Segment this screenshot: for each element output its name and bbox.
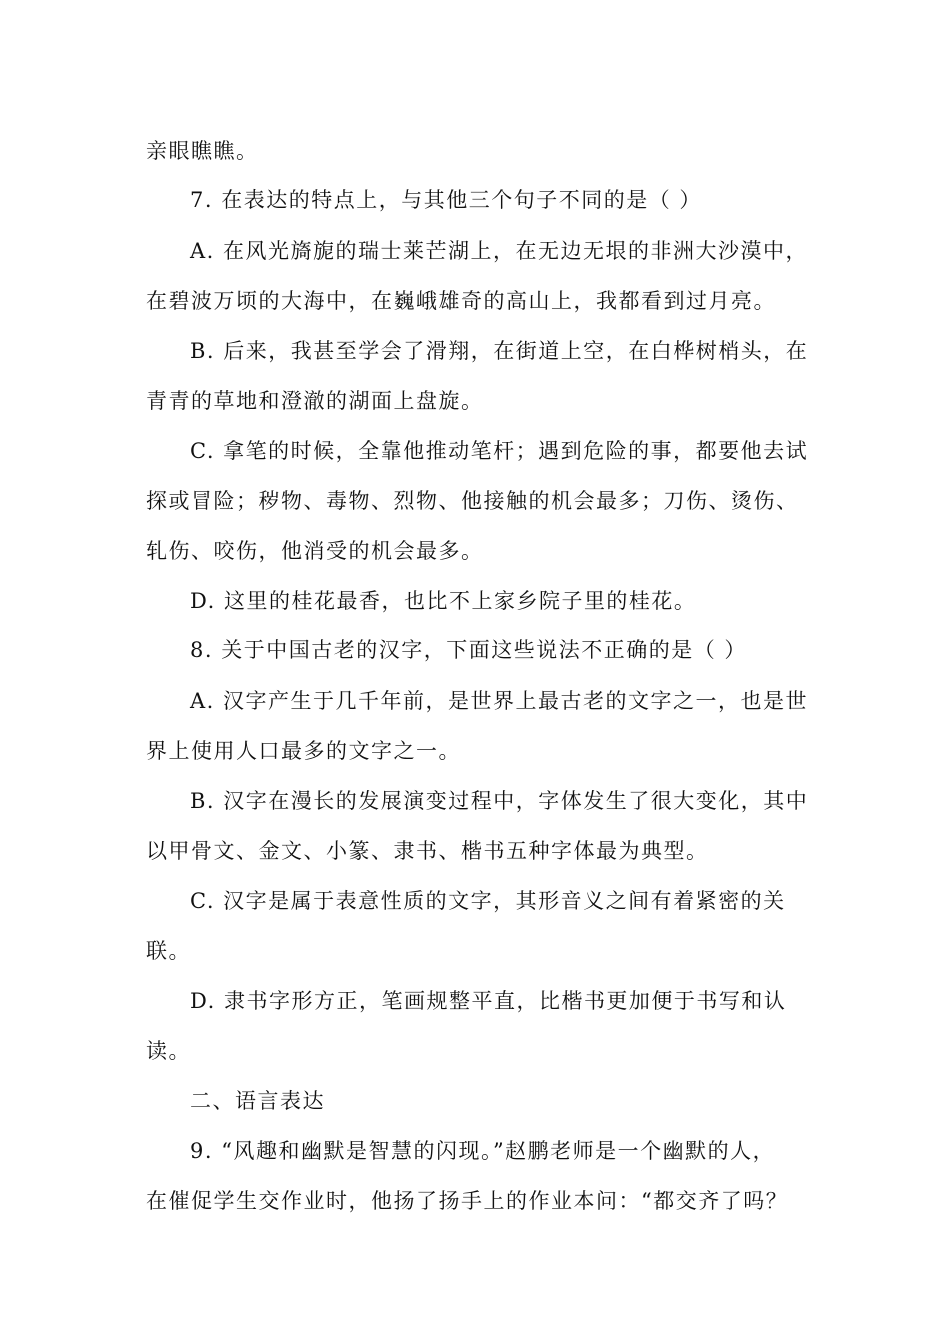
text-line: 亲眼瞧瞧。 xyxy=(146,139,259,163)
question-7-option-a: A. 在风光旖旎的瑞士莱芒湖上，在无边无垠的非洲大沙漠中， xyxy=(190,239,809,263)
question-7-option-c: C. 拿笔的时候，全靠他推动笔杆；遇到危险的事，都要他去试 xyxy=(190,439,809,463)
text-line: 以甲骨文、金文、小篆、隶书、楷书五种字体最为典型。 xyxy=(146,839,709,863)
question-8-option-d: D. 隶书字形方正，笔画规整平直，比楷书更加便于书写和认 xyxy=(190,989,787,1013)
question-8-stem: 8. 关于中国古老的汉字，下面这些说法不正确的是（ ） xyxy=(190,638,747,662)
text-line: 在碧波万顷的大海中，在巍峨雄奇的高山上，我都看到过月亮。 xyxy=(146,289,776,313)
question-7-option-d: D. 这里的桂花最香，也比不上家乡院子里的桂花。 xyxy=(190,589,697,613)
section-heading: 二、语言表达 xyxy=(190,1089,325,1113)
question-8-option-c: C. 汉字是属于表意性质的文字，其形音义之间有着紧密的关 xyxy=(190,889,786,913)
question-8-option-b: B. 汉字在漫长的发展演变过程中，字体发生了很大变化，其中 xyxy=(190,789,809,813)
text-line: 读。 xyxy=(146,1039,191,1063)
text-line: 界上使用人口最多的文字之一。 xyxy=(146,739,461,763)
question-9-stem: 9. “风趣和幽默是智慧的闪现。”赵鹏老师是一个幽默的人， xyxy=(190,1139,776,1163)
text-line: 联。 xyxy=(146,939,191,963)
question-8-option-a: A. 汉字产生于几千年前，是世界上最古老的文字之一，也是世 xyxy=(190,689,809,713)
question-7-stem: 7. 在表达的特点上，与其他三个句子不同的是（ ） xyxy=(190,188,702,212)
text-line: 在催促学生交作业时，他扬了扬手上的作业本问：“都交齐了吗？ xyxy=(146,1189,789,1213)
text-line: 轧伤、咬伤，他消受的机会最多。 xyxy=(146,539,484,563)
text-line: 探或冒险；秽物、毒物、烈物、他接触的机会最多；刀伤、烫伤、 xyxy=(146,489,799,513)
text-line: 青青的草地和澄澈的湖面上盘旋。 xyxy=(146,389,484,413)
question-7-option-b: B. 后来，我甚至学会了滑翔，在街道上空，在白桦树梢头，在 xyxy=(190,339,809,363)
